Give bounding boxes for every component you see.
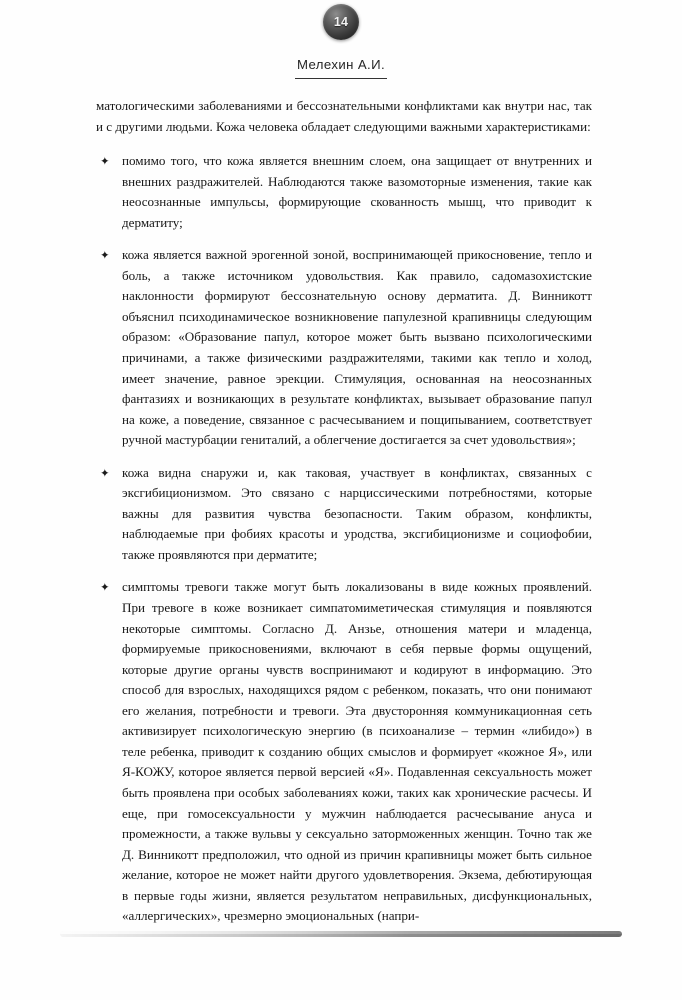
list-item-text: помимо того, что кожа является внешним слоем, она защищает от внутренних и внешних раздражителей. Наблюдаются также вазомоторные изменения, такие как неосознанные импульсы, формирующие скованность мышц, что приводит к дерматиту;	[122, 153, 592, 230]
list-item	[96, 577, 592, 926]
list-item-text: симптомы тревоги также могут быть локализованы в виде кожных проявлений. При тревоге в коже возникает симпатомиметическая стимуляция и появляются некоторые симптомы. Согласно Д. Анзье, отношения матери и младенца, формируемые прикосновениями, включают в себя первые формы ощущений, которые другие органы чувств воспринимают и кодируют в информацию. Это способ для взрослых, находящихся рядом с ребенком, показать, что они понимают его желания, потребности и тревоги. Эта двусторонняя коммуникационная сеть активизирует психологическую энергию (в психоанализе – термин «либидо») в теле ребенка, приводит к созданию общих смыслов и формирует «кожное Я», или Я-КОЖУ, которое является первой версией «Я». Подавленная сексуальность может быть проявлена при особых заболеваниях кожи, таких как хронические расчесы. И еще, при гомосексуальности у мужчин наблюдается расчесывание ануса и промежности, а также вульвы у сексуально заторможенных женщин. Точно так же Д. Винникотт предположил, что одной из причин крапивницы может быть сильное желание, которое не может найти другого удовлетворения. Экзема, дебютирующая в первые годы жизни, является результатом неправильных, дисфункциональных, «аллергических», чрезмерно эмоциональных (напри-	[122, 579, 592, 924]
page-text-block	[96, 96, 592, 927]
bullet-list	[96, 151, 592, 927]
running-head	[0, 56, 682, 79]
list-item	[96, 151, 592, 233]
bullet-star-icon: ✦	[100, 154, 110, 169]
intro-paragraph: матологическими заболеваниями и бессознательными конфликтами как внутри нас, так и с другими людьми. Кожа человека обладает следующими важными характеристиками:	[96, 98, 592, 134]
page-number: 14	[333, 14, 349, 29]
bullet-star-icon: ✦	[100, 248, 110, 263]
footer-rule	[60, 931, 622, 937]
running-head-text: Мелехин А.И.	[296, 57, 386, 72]
page-number-badge	[323, 4, 359, 40]
list-item-text: кожа видна снаружи и, как таковая, участвует в конфликтах, связанных с эксгибиционизмом. Это связано с нарциссическими потребностями, которые важны для развития чувства безопасности. Таким образом, конфликты, наблюдаемые при фобиях красоты и уродства, эксгибиционизме и социофобии, также проявляются при дерматите;	[122, 464, 592, 562]
bullet-star-icon: ✦	[100, 465, 110, 480]
list-item-text: кожа является важной эрогенной зоной, воспринимающей прикосновение, тепло и боль, а также источником удовольствия. Как правило, садомазохистские наклонности формируют бессознательную основу дерматита. Д. Винникотт объяснил психодинамическое возникновение папулезной крапивницы следующим образом: «Образование папул, которое может быть вызвано психологическими причинами, а также физическими раздражителями, такими как тепло и холод, имеет значение, равное эрекции. Стимуляция, основанная на неосознанных фантазиях и возникающих в результате конфликтах, вызывает образование папул на коже, а поведение, связанное с расчесыванием и пощипыванием, соответствует ручной мастурбации гениталий, а облегчение достигается за счет удовольствия»;	[122, 247, 592, 448]
list-item	[96, 245, 592, 450]
bullet-star-icon: ✦	[100, 580, 110, 595]
list-item	[96, 463, 592, 566]
running-head-rule	[295, 78, 387, 79]
